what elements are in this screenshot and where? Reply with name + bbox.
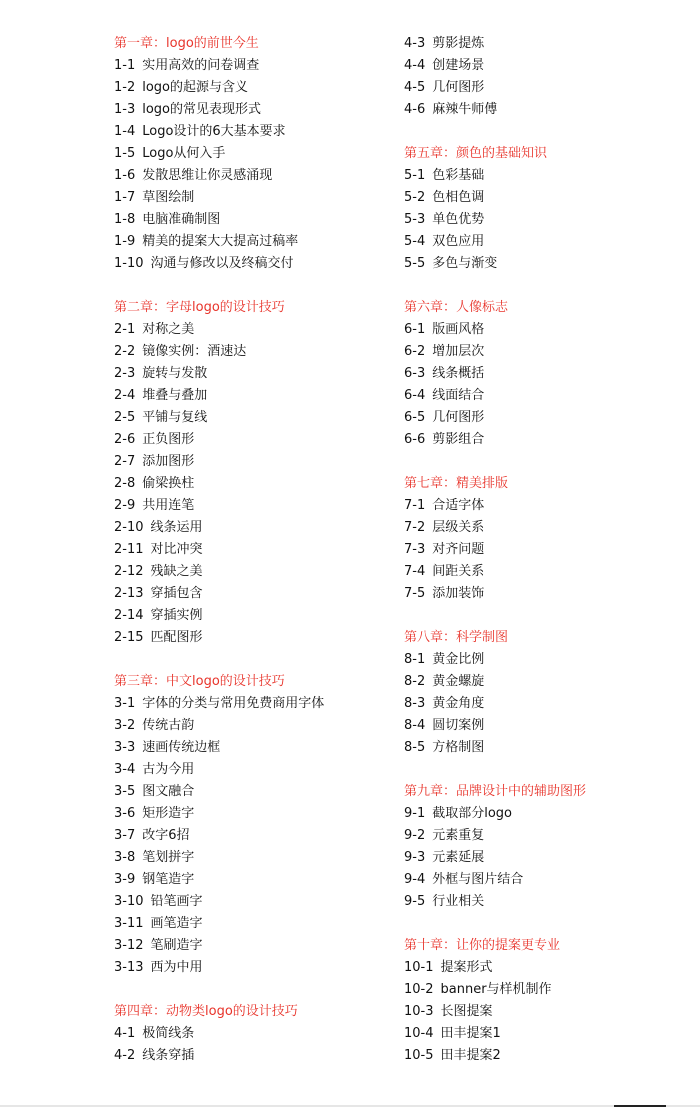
toc-item-title: 草图绘制 (142, 190, 195, 205)
toc-item-title: 古为今用 (142, 762, 195, 777)
toc-item (114, 605, 394, 627)
toc-item-number: 2-8 (114, 476, 136, 491)
toc-item (404, 957, 694, 979)
toc-item-title: 改字6招 (142, 828, 190, 843)
toc-item (114, 847, 394, 869)
toc-item-number: 2-12 (114, 564, 144, 579)
toc-item (114, 231, 394, 253)
toc-item (114, 803, 394, 825)
toc-item-title: 长图提案 (440, 1004, 493, 1019)
chapter-section (114, 1001, 394, 1067)
toc-item-number: 4-5 (404, 80, 426, 95)
toc-item-number: 8-1 (404, 652, 426, 667)
toc-item (404, 495, 694, 517)
toc-item-title: 版画风格 (432, 322, 485, 337)
toc-item (404, 583, 694, 605)
toc-item-title: 共用连笔 (142, 498, 195, 513)
toc-item (114, 957, 394, 979)
toc-item-number: 2-1 (114, 322, 136, 337)
toc-item (114, 891, 394, 913)
toc-item-number: 6-1 (404, 322, 426, 337)
toc-item-number: 9-1 (404, 806, 426, 821)
chapter-title: 第三章：中文logo的设计技巧 (114, 674, 285, 689)
toc-item-number: 3-9 (114, 872, 136, 887)
toc-item-title: 添加装饰 (432, 586, 485, 601)
toc-item-number: 5-5 (404, 256, 426, 271)
toc-item-number: 10-3 (404, 1004, 434, 1019)
toc-item (114, 517, 394, 539)
toc-item-title: Logo从何入手 (142, 146, 226, 161)
toc-item-title: 发散思维让你灵感涌现 (142, 168, 273, 183)
toc-item (114, 209, 394, 231)
toc-item (114, 429, 394, 451)
toc-item (114, 253, 394, 275)
toc-item-title: 层级关系 (432, 520, 485, 535)
toc-item-number: 3-3 (114, 740, 136, 755)
toc-item-number: 1-4 (114, 124, 136, 139)
toc-item (114, 77, 394, 99)
toc-item-number: 6-6 (404, 432, 426, 447)
toc-item (404, 55, 694, 77)
toc-item-title: 单色优势 (432, 212, 485, 227)
chapter-title: 第五章：颜色的基础知识 (404, 146, 548, 161)
toc-item-number: 3-10 (114, 894, 144, 909)
toc-item-number: 3-11 (114, 916, 144, 931)
toc-item (404, 561, 694, 583)
toc-item-title: 剪影提炼 (432, 36, 485, 51)
chapter-section (114, 671, 394, 979)
toc-item-title: 对齐问题 (432, 542, 485, 557)
toc-item (114, 561, 394, 583)
toc-item (404, 209, 694, 231)
toc-item-title: 田丰提案1 (440, 1026, 501, 1041)
toc-item-number: 6-4 (404, 388, 426, 403)
toc-item-title: 外框与图片结合 (432, 872, 524, 887)
chapter-section (404, 33, 694, 121)
toc-item (404, 187, 694, 209)
toc-item (114, 913, 394, 935)
toc-item-title: 字体的分类与常用免费商用字体 (142, 696, 325, 711)
toc-item-title: 提案形式 (440, 960, 493, 975)
toc-item-number: 3-2 (114, 718, 136, 733)
toc-item (114, 539, 394, 561)
toc-item-number: 2-11 (114, 542, 144, 557)
toc-item-title: 截取部分logo (432, 806, 513, 821)
toc-item-number: 9-2 (404, 828, 426, 843)
toc-item (404, 671, 694, 693)
toc-item-number: 9-4 (404, 872, 426, 887)
toc-item-title: 合适字体 (432, 498, 485, 513)
toc-item-title: 双色应用 (432, 234, 485, 249)
toc-item-number: 7-2 (404, 520, 426, 535)
toc-item-number: 3-1 (114, 696, 136, 711)
toc-item (114, 781, 394, 803)
chapter-section (404, 627, 694, 759)
toc-item-number: 4-4 (404, 58, 426, 73)
toc-item-number: 4-1 (114, 1026, 136, 1041)
toc-item-number: 2-10 (114, 520, 144, 535)
toc-item (114, 341, 394, 363)
toc-item-title: 残缺之美 (150, 564, 203, 579)
toc-item-title: 剪影组合 (432, 432, 485, 447)
toc-item (404, 715, 694, 737)
toc-item-title: 对称之美 (142, 322, 195, 337)
toc-item-number: 2-5 (114, 410, 136, 425)
toc-item (404, 33, 694, 55)
toc-item-number: 4-3 (404, 36, 426, 51)
toc-item-title: 线面结合 (432, 388, 485, 403)
toc-item (114, 363, 394, 385)
toc-item-number: 1-7 (114, 190, 136, 205)
toc-item-title: 对比冲突 (150, 542, 203, 557)
toc-item-number: 1-10 (114, 256, 144, 271)
toc-item (404, 1023, 694, 1045)
toc-item-number: 2-7 (114, 454, 136, 469)
toc-item-title: 旋转与发散 (142, 366, 208, 381)
toc-item-number: 1-1 (114, 58, 136, 73)
toc-item-number: 2-2 (114, 344, 136, 359)
toc-item (114, 1045, 394, 1067)
toc-item-title: 几何图形 (432, 410, 485, 425)
toc-item (404, 737, 694, 759)
toc-item-title: 平铺与复线 (142, 410, 208, 425)
toc-item-title: 沟通与修改以及终稿交付 (150, 256, 294, 271)
toc-item (404, 363, 694, 385)
toc-item-title: 行业相关 (432, 894, 485, 909)
toc-item-title: 穿插包含 (150, 586, 203, 601)
chapter-section (404, 297, 694, 451)
toc-item-title: 匹配图形 (150, 630, 203, 645)
toc-item-title: 偷梁换柱 (142, 476, 195, 491)
toc-item-number: 5-1 (404, 168, 426, 183)
chapter-title: 第六章：人像标志 (404, 300, 509, 315)
toc-item-title: 几何图形 (432, 80, 485, 95)
toc-item-number: 3-4 (114, 762, 136, 777)
toc-item-title: 线条穿插 (142, 1048, 195, 1063)
toc-item-number: 6-2 (404, 344, 426, 359)
toc-item-title: 黄金角度 (432, 696, 485, 711)
toc-item-number: 1-9 (114, 234, 136, 249)
toc-item (114, 473, 394, 495)
toc-item-title: 增加层次 (432, 344, 485, 359)
toc-item (114, 407, 394, 429)
toc-item-title: 方格制图 (432, 740, 485, 755)
toc-item-title: 铅笔画字 (150, 894, 203, 909)
chapter-title: 第一章：logo的前世今生 (114, 36, 259, 51)
toc-item-number: 9-3 (404, 850, 426, 865)
toc-item (404, 803, 694, 825)
toc-item (114, 187, 394, 209)
toc-item-title: 钢笔造字 (142, 872, 195, 887)
toc-item (114, 583, 394, 605)
toc-item-number: 6-3 (404, 366, 426, 381)
toc-item (404, 231, 694, 253)
toc-item (114, 869, 394, 891)
toc-item-title: 黄金螺旋 (432, 674, 485, 689)
toc-item-number: 8-3 (404, 696, 426, 711)
toc-item-title: 精美的提案大大提高过稿率 (142, 234, 299, 249)
toc-item-title: 色相色调 (432, 190, 485, 205)
toc-item-number: 1-5 (114, 146, 136, 161)
toc-item (404, 847, 694, 869)
toc-item (114, 825, 394, 847)
toc-item (404, 1001, 694, 1023)
toc-item-number: 1-2 (114, 80, 136, 95)
toc-item-title: 画笔造字 (150, 916, 203, 931)
toc-item (114, 935, 394, 957)
toc-left-column (114, 33, 394, 1089)
chapter-section (404, 473, 694, 605)
toc-item-number: 8-4 (404, 718, 426, 733)
toc-item (114, 693, 394, 715)
toc-item-number: 4-6 (404, 102, 426, 117)
toc-item-number: 3-7 (114, 828, 136, 843)
toc-item (114, 495, 394, 517)
toc-item (404, 341, 694, 363)
toc-item-title: 多色与渐变 (432, 256, 498, 271)
toc-item-title: 黄金比例 (432, 652, 485, 667)
toc-item (404, 539, 694, 561)
toc-item (114, 451, 394, 473)
toc-item-title: Logo设计的6大基本要求 (142, 124, 286, 139)
toc-item-title: 创建场景 (432, 58, 485, 73)
chapter-title: 第四章：动物类logo的设计技巧 (114, 1004, 298, 1019)
toc-item-title: 间距关系 (432, 564, 485, 579)
toc-item (404, 165, 694, 187)
toc-item-number: 2-9 (114, 498, 136, 513)
chapter-section (404, 781, 694, 913)
toc-item-number: 2-15 (114, 630, 144, 645)
toc-item-number: 7-5 (404, 586, 426, 601)
toc-item-title: logo的起源与含义 (142, 80, 249, 95)
toc-item (404, 77, 694, 99)
toc-item-number: 7-3 (404, 542, 426, 557)
toc-item (114, 1023, 394, 1045)
toc-item (404, 693, 694, 715)
toc-item-number: 1-3 (114, 102, 136, 117)
toc-item (404, 979, 694, 1001)
toc-item (114, 737, 394, 759)
toc-item-title: 笔刷造字 (150, 938, 203, 953)
toc-item-title: 田丰提案2 (440, 1048, 501, 1063)
toc-item (114, 319, 394, 341)
toc-item (404, 429, 694, 451)
toc-item (404, 253, 694, 275)
chapter-title: 第七章：精美排版 (404, 476, 509, 491)
toc-item-title: banner与样机制作 (440, 982, 552, 997)
chapter-title: 第十章：让你的提案更专业 (404, 938, 561, 953)
toc-item-number: 3-5 (114, 784, 136, 799)
toc-item-number: 10-1 (404, 960, 434, 975)
chapter-title: 第九章：品牌设计中的辅助图形 (404, 784, 587, 799)
toc-item (114, 143, 394, 165)
toc-item-number: 3-6 (114, 806, 136, 821)
toc-item-number: 1-6 (114, 168, 136, 183)
toc-item (404, 99, 694, 121)
toc-item-number: 8-2 (404, 674, 426, 689)
toc-item-title: 麻辣牛师傅 (432, 102, 498, 117)
toc-item (404, 825, 694, 847)
toc-item-title: 西为中用 (150, 960, 203, 975)
toc-item-number: 6-5 (404, 410, 426, 425)
toc-item-number: 10-4 (404, 1026, 434, 1041)
toc-item-title: 速画传统边框 (142, 740, 221, 755)
toc-item (114, 121, 394, 143)
toc-item (114, 165, 394, 187)
toc-item-title: 极简线条 (142, 1026, 195, 1041)
toc-item (404, 385, 694, 407)
toc-item-number: 7-4 (404, 564, 426, 579)
toc-item (404, 891, 694, 913)
toc-item (114, 55, 394, 77)
toc-item-title: 线条运用 (150, 520, 203, 535)
toc-item (404, 649, 694, 671)
toc-item (404, 1045, 694, 1067)
toc-item-number: 2-6 (114, 432, 136, 447)
toc-item-number: 5-4 (404, 234, 426, 249)
toc-item-number: 2-3 (114, 366, 136, 381)
toc-item-title: 笔划拼字 (142, 850, 195, 865)
toc-item (114, 385, 394, 407)
toc-item-title: 色彩基础 (432, 168, 485, 183)
toc-item-title: 电脑准确制图 (142, 212, 221, 227)
toc-item-title: 实用高效的问卷调查 (142, 58, 260, 73)
toc-item-title: 矩形造字 (142, 806, 195, 821)
chapter-section (404, 935, 694, 1067)
chapter-section (404, 143, 694, 275)
chapter-title: 第二章：字母logo的设计技巧 (114, 300, 285, 315)
toc-item-number: 5-2 (404, 190, 426, 205)
toc-item-number: 7-1 (404, 498, 426, 513)
toc-item-number: 4-2 (114, 1048, 136, 1063)
chapter-section (114, 297, 394, 649)
toc-item-title: 元素重复 (432, 828, 485, 843)
toc-item-number: 5-3 (404, 212, 426, 227)
toc-item-title: logo的常见表现形式 (142, 102, 262, 117)
toc-item-title: 正负图形 (142, 432, 195, 447)
toc-item (404, 407, 694, 429)
toc-item-title: 添加图形 (142, 454, 195, 469)
toc-item-number: 2-14 (114, 608, 144, 623)
toc-item-number: 3-12 (114, 938, 144, 953)
toc-item-title: 穿插实例 (150, 608, 203, 623)
toc-item (114, 759, 394, 781)
toc-item-number: 9-5 (404, 894, 426, 909)
toc-item (114, 715, 394, 737)
toc-item-number: 3-13 (114, 960, 144, 975)
toc-item-title: 元素延展 (432, 850, 485, 865)
toc-item-title: 图文融合 (142, 784, 195, 799)
chapter-section (114, 33, 394, 275)
toc-item-title: 堆叠与叠加 (142, 388, 208, 403)
toc-item-title: 传统古韵 (142, 718, 195, 733)
toc-item-number: 8-5 (404, 740, 426, 755)
toc-item-number: 1-8 (114, 212, 136, 227)
toc-item-title: 圆切案例 (432, 718, 485, 733)
toc-item-number: 2-4 (114, 388, 136, 403)
toc-item (404, 517, 694, 539)
toc-item-title: 线条概括 (432, 366, 485, 381)
chapter-title: 第八章：科学制图 (404, 630, 509, 645)
toc-item-number: 10-2 (404, 982, 434, 997)
toc-item-number: 2-13 (114, 586, 144, 601)
toc-item (114, 627, 394, 649)
toc-right-column (404, 33, 694, 1089)
toc-item (114, 99, 394, 121)
toc-item (404, 319, 694, 341)
toc-item (404, 869, 694, 891)
toc-item-number: 3-8 (114, 850, 136, 865)
toc-item-number: 10-5 (404, 1048, 434, 1063)
toc-item-title: 镜像实例：酒速达 (142, 344, 247, 359)
